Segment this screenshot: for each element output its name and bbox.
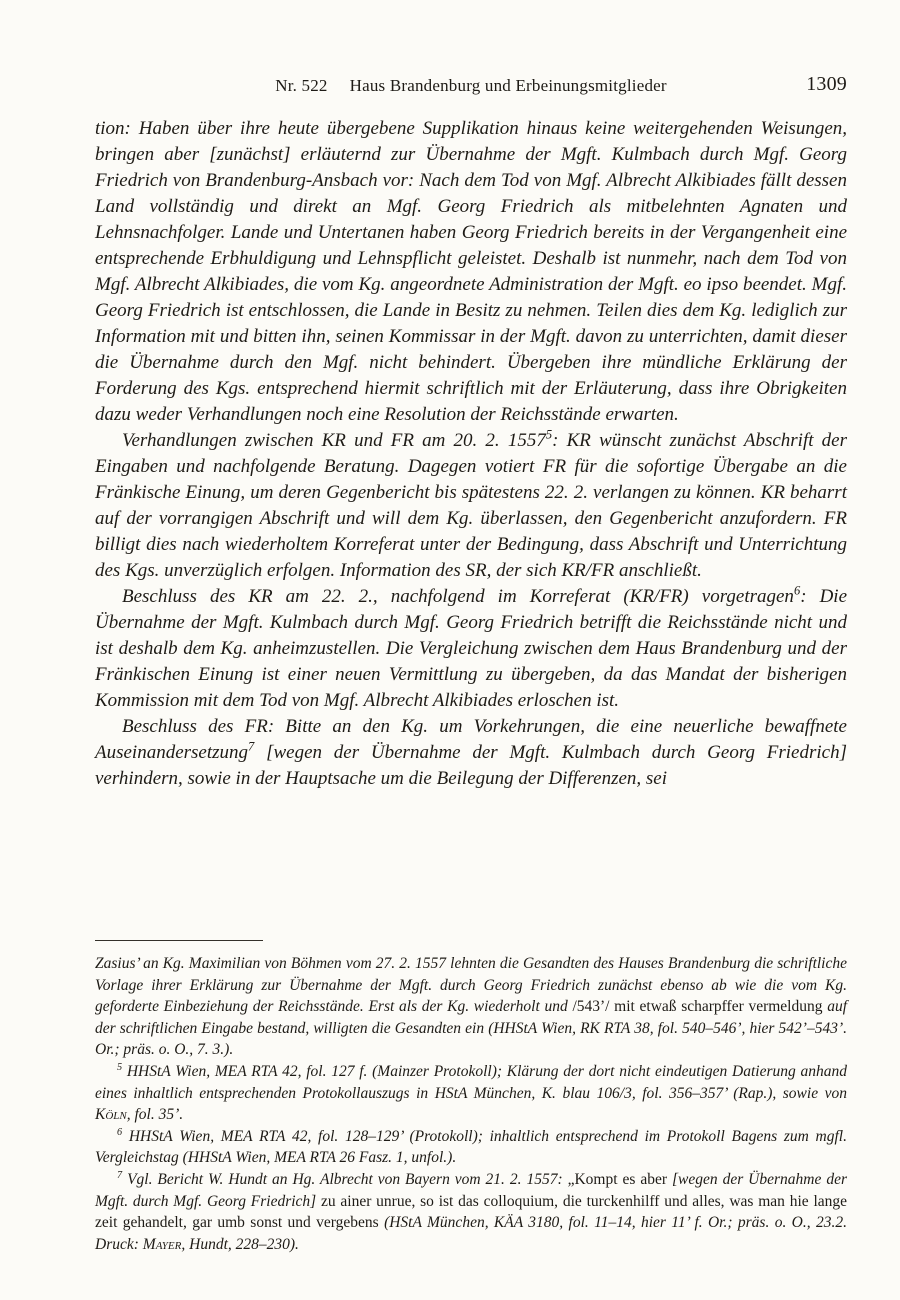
text-segment: /543’/ xyxy=(572,998,615,1016)
text-segment: Köln xyxy=(95,1106,127,1124)
main-text-block xyxy=(95,116,847,792)
text-segment: : Die Übernahme der Mgft. Kulmbach durch Mgf. Georg Friedrich betrifft die Reichsstände nicht und ist deshalb dem Kg. anheimzustellen. Die Vergleichung zwischen dem Haus Brandenburg und der Fränkischen Einung ist einer neuen Vermittlung zu übergeben, da das Mandat der bisherigen Kommission mit dem Tod von Mgf. Albrecht Alkibiades erloschen ist. xyxy=(95,586,847,711)
footnotes-section xyxy=(95,940,847,1255)
footnote-reference-number: 5 xyxy=(545,427,553,442)
footnote-reference-number: 7 xyxy=(248,739,255,754)
text-segment: Beschluss des FR: Bitte an den Kg. um Vorkehrungen, die eine neuerliche bewaffnete Auseinandersetzung xyxy=(95,716,847,763)
text-segment: mit etwaß scharpffer vermeldung xyxy=(614,998,828,1016)
text-segment: , Hundt, 228–230). xyxy=(181,1235,299,1253)
body-paragraph-continuation xyxy=(95,116,847,428)
text-segment: , fol. 35’. xyxy=(126,1106,184,1124)
footnote-reference-number: 6 xyxy=(117,1126,123,1138)
body-paragraph-verhandlungen xyxy=(95,428,847,584)
text-segment: Mayer xyxy=(142,1235,182,1253)
text-segment: Verhandlungen zwischen KR und FR am 20. 2. 1557 xyxy=(122,430,546,451)
text-segment: HHStA Wien, MEA RTA 42, fol. 127 f. (Mainzer Protokoll); Klärung der dort nicht eindeutigen Datierung anhand eines inhaltlich entsprechenden Protokollauszugs in HStA München, K. blau 106/3, fol. 356–357’ (Rap.), sowie von xyxy=(95,1062,847,1102)
text-segment: tion: Haben über ihre heute übergebene Supplikation hinaus keine weitergehenden Weisungen, bringen aber [zunächst] erläuternd zur Übernahme der Mgft. Kulmbach durch Mgf. Georg Friedrich von Brandenburg-Ansbach vor: Nach dem Tod von Mgf. Albrecht Alkibiades fällt dessen Land vollständig und direkt an Mgf. Georg Friedrich als mitbelehnten Agnaten und Lehnsnachfolger. Lande und Untertanen haben Georg Friedrich bereits in der Vergangenheit eine entsprechende Erbhuldigung und Lehnspflicht geleistet. Deshalb ist nunmehr, nach dem Tod von Mgf. Albrecht Alkibiades, die vom Kg. angeordnete Administration der Mgft. eo ipso beendet. Mgf. Georg Friedrich ist entschlossen, die Lande in Besitz zu nehmen. Teilen dies dem Kg. lediglich zur Information mit und bitten ihn, seinen Kommissar in der Mgft. davon zu unterrichten, damit dieser die Übernahme durch den Mgf. nicht behindert. Übergeben ihre mündliche Erklärung der Forderung des Kgs. entsprechend hiermit schriftlich mit der Erläuterung, dass ihre Obrigkeiten dazu weder Verhandlungen noch eine Resolution der Reichsstände erwarten. xyxy=(95,118,847,425)
text-segment: : KR wünscht zunächst Abschrift der Eingaben und nachfolgende Beratung. Dagegen votiert FR für die sofortige Übergabe an die Fränkische Einung, um deren Gegenbericht bis spätestens 22. 2. verlangen zu können. KR beharrt auf der vorrangigen Abschrift und will dem Kg. überlassen, den Gegenbericht anzufordern. FR billigt dies nach wiederholtem Korreferat unter der Bedingung, dass Abschrift und Unterrichtung des Kgs. unverzüglich erfolgen. Information des SR, der sich KR/FR anschließt. xyxy=(95,430,847,581)
running-head xyxy=(95,73,847,96)
page-number: 1309 xyxy=(806,73,847,95)
footnote-reference-number: 5 xyxy=(117,1061,123,1073)
document-number: Nr. 522 xyxy=(275,76,328,95)
footnote-6 xyxy=(95,1126,847,1169)
footnote-reference-number: 7 xyxy=(117,1169,123,1181)
text-segment: (HStA München, KÄA 3180, fol. 11–14, hier 11’ f. Or.; präs. o. O., 23.2. Druck: xyxy=(95,1214,847,1253)
footnote-7 xyxy=(95,1169,847,1255)
text-segment: Zasius’ an Kg. Maximilian von Böhmen vom 27. 2. 1557 lehnten die Gesandten des Hauses Brandenburg die schriftliche Vorlage ihrer Erklärung zur Übernahme der Mgft. durch Georg Friedrich zunächst ebenso ab wie die vom Kg. geforderte Einbeziehung der Reichsstände. Erst als der Kg. wiederholt und xyxy=(95,955,847,1016)
text-segment: [wegen der Übernahme der Mgft. Kulmbach durch Georg Friedrich] verhindern, sowie in der Hauptsache um die Beilegung der Differenzen, sei xyxy=(95,742,847,789)
running-title: Haus Brandenburg und Erbeinungsmitglieder xyxy=(349,76,667,95)
text-segment: Vgl. Bericht W. Hundt an Hg. Albrecht von Bayern vom 21. 2. 1557: xyxy=(122,1170,568,1188)
text-segment: auf der schriftlichen Eingabe bestand, willigten die Gesandten ein (HHStA Wien, RK RTA 38, fol. 540–546’, hier 542’–543’. Or.; präs. o. O., 7. 3.). xyxy=(95,998,847,1059)
footnote-continuation xyxy=(95,953,847,1061)
text-segment: „Kompt es aber xyxy=(567,1170,672,1188)
body-paragraph-beschluss-kr xyxy=(95,584,847,714)
text-segment: zu ainer unrue, so ist das colloquium, die turckenhilff und alles, was man hie lange zeit gehandelt, gar umb sonst und vergebens xyxy=(95,1192,848,1232)
body-paragraph-beschluss-fr xyxy=(95,714,847,792)
footnote-reference-number: 6 xyxy=(793,583,801,598)
text-segment: Beschluss des KR am 22. 2., nachfolgend im Korreferat (KR/FR) vorgetragen xyxy=(122,586,794,607)
footnote-separator-rule xyxy=(95,940,263,941)
text-segment: [wegen der Übernahme der Mgft. durch Mgf. Georg Friedrich] xyxy=(95,1170,847,1210)
footnote-5 xyxy=(95,1061,847,1126)
text-segment: HHStA Wien, MEA RTA 42, fol. 128–129’ (Protokoll); inhaltlich entsprechend im Protokoll Bagens zum mgfl. Vergleichstag (HHStA Wien, MEA RTA 26 Fasz. 1, unfol.). xyxy=(95,1127,847,1167)
